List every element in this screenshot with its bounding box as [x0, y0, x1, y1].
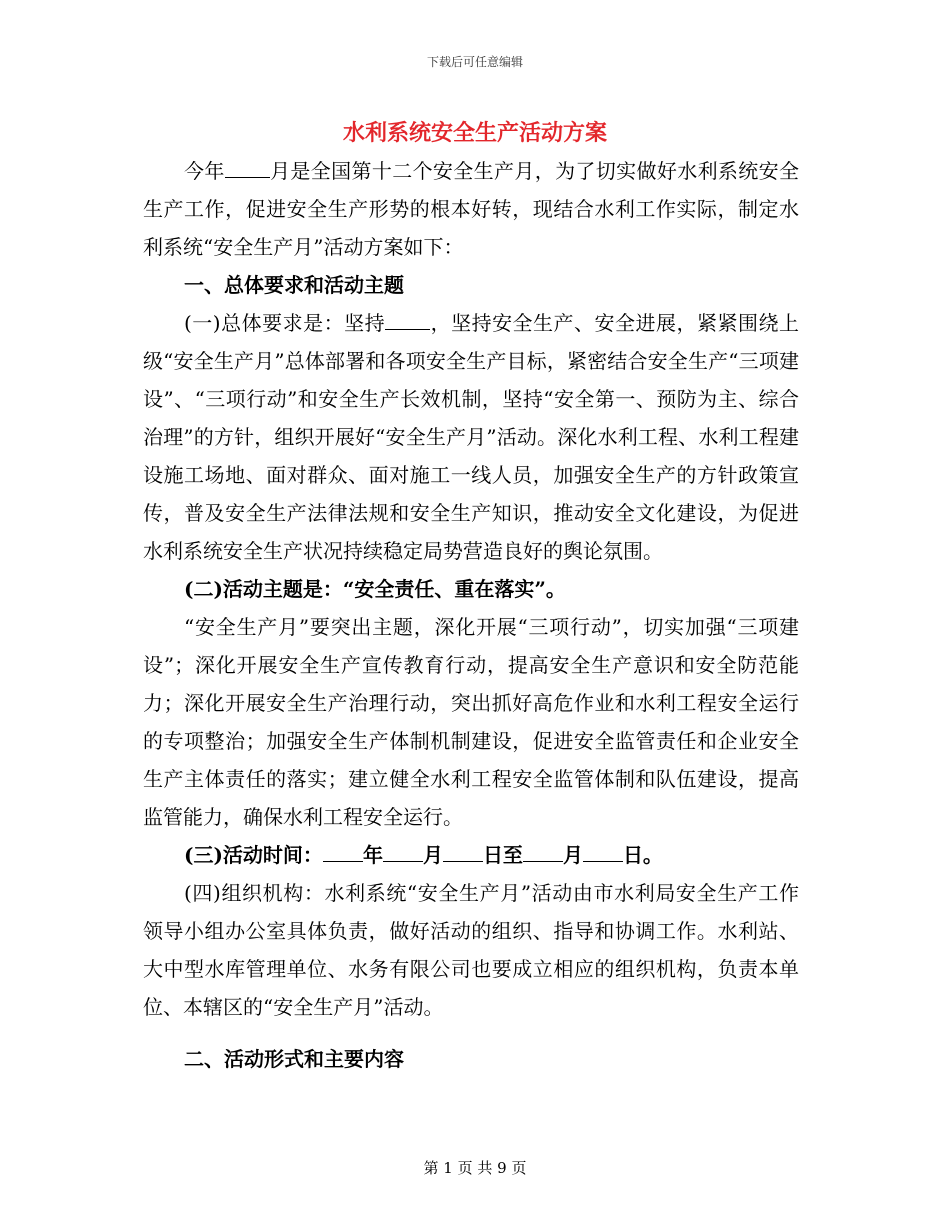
page-header-note: 下载后可任意编辑 [426, 55, 523, 69]
activity-theme-paragraph: (二)活动主题是：“安全责任、重在落实”。 [184, 577, 566, 601]
year-blank [323, 843, 363, 862]
general-requirements-paragraph [143, 304, 799, 570]
activity-time-paragraph [143, 836, 799, 874]
requirements-text-rest: ，坚持安全生产、安全进展，紧紧围绕上级“安全生产月”总体部署和各项安全生产目标，紧密结合安全生产“三项建设”、“三项行动”和安全生产长效机制，坚持“安全第一、预防为主、综合治理”的方针，组织开展好“安全生产月”活动。深化水利工程、水利工程建设施工场地、面对群众、面对施工一线人员，加强安全生产的方针政策宣传，普及安全生产法律法规和安全生产知识，推动安全文化建设，为促进水利系统安全生产状况持续稳定局势营造良好的舆论氛围。 [143, 311, 800, 563]
requirements-text-start: (一)总体要求是：坚持 [184, 311, 386, 335]
document-title: 水利系统安全生产活动方案 [342, 120, 607, 146]
end-month-blank [523, 843, 563, 862]
end-day-blank [583, 843, 623, 862]
section-heading-2: 二、活动形式和主要内容 [184, 1047, 404, 1071]
start-month-blank [383, 843, 423, 862]
month-blank [225, 159, 270, 178]
month-unit: 月 [422, 843, 443, 867]
principle-blank [385, 311, 430, 330]
organization-paragraph: (四)组织机构：水利系统“安全生产月”活动由市水利局安全生产工作领导小组办公室具体负责，做好活动的组织、指导和协调工作。水利站、大中型水库管理单位、水务有限公司也要成立相应的组织机构，负责本单位、本辖区的“安全生产月”活动。 [143, 881, 799, 1019]
day-to-unit: 日至 [482, 843, 523, 867]
page-number: 第 1 页 共 9 页 [423, 1159, 527, 1177]
time-label: (三)活动时间： [184, 843, 323, 867]
intro-text-start: 今年 [184, 159, 225, 183]
intro-text-rest: 月是全国第十二个安全生产月，为了切实做好水利系统安全生产工作，促进安全生产形势的根本好转，现结合水利工作实际，制定水利系统“安全生产月”活动方案如下： [143, 159, 800, 259]
end-day-unit: 日。 [622, 843, 663, 867]
intro-paragraph [143, 152, 799, 266]
section-heading-1: 一、总体要求和活动主题 [184, 273, 404, 297]
year-unit: 年 [362, 843, 383, 867]
start-day-blank [443, 843, 483, 862]
document-body [143, 152, 799, 1026]
theme-details-paragraph: “安全生产月”要突出主题，深化开展“三项行动”，切实加强“三项建设”；深化开展安全生产宣传教育行动，提高安全生产意识和安全防范能力；深化开展安全生产治理行动，突出抓好高危作业和水利工程安全运行的专项整治；加强安全生产体制机制建设，促进安全监管责任和企业安全生产主体责任的落实；建立健全水利工程安全监管体制和队伍建设，提高监管能力，确保水利工程安全运行。 [143, 615, 799, 829]
end-month-unit: 月 [562, 843, 583, 867]
